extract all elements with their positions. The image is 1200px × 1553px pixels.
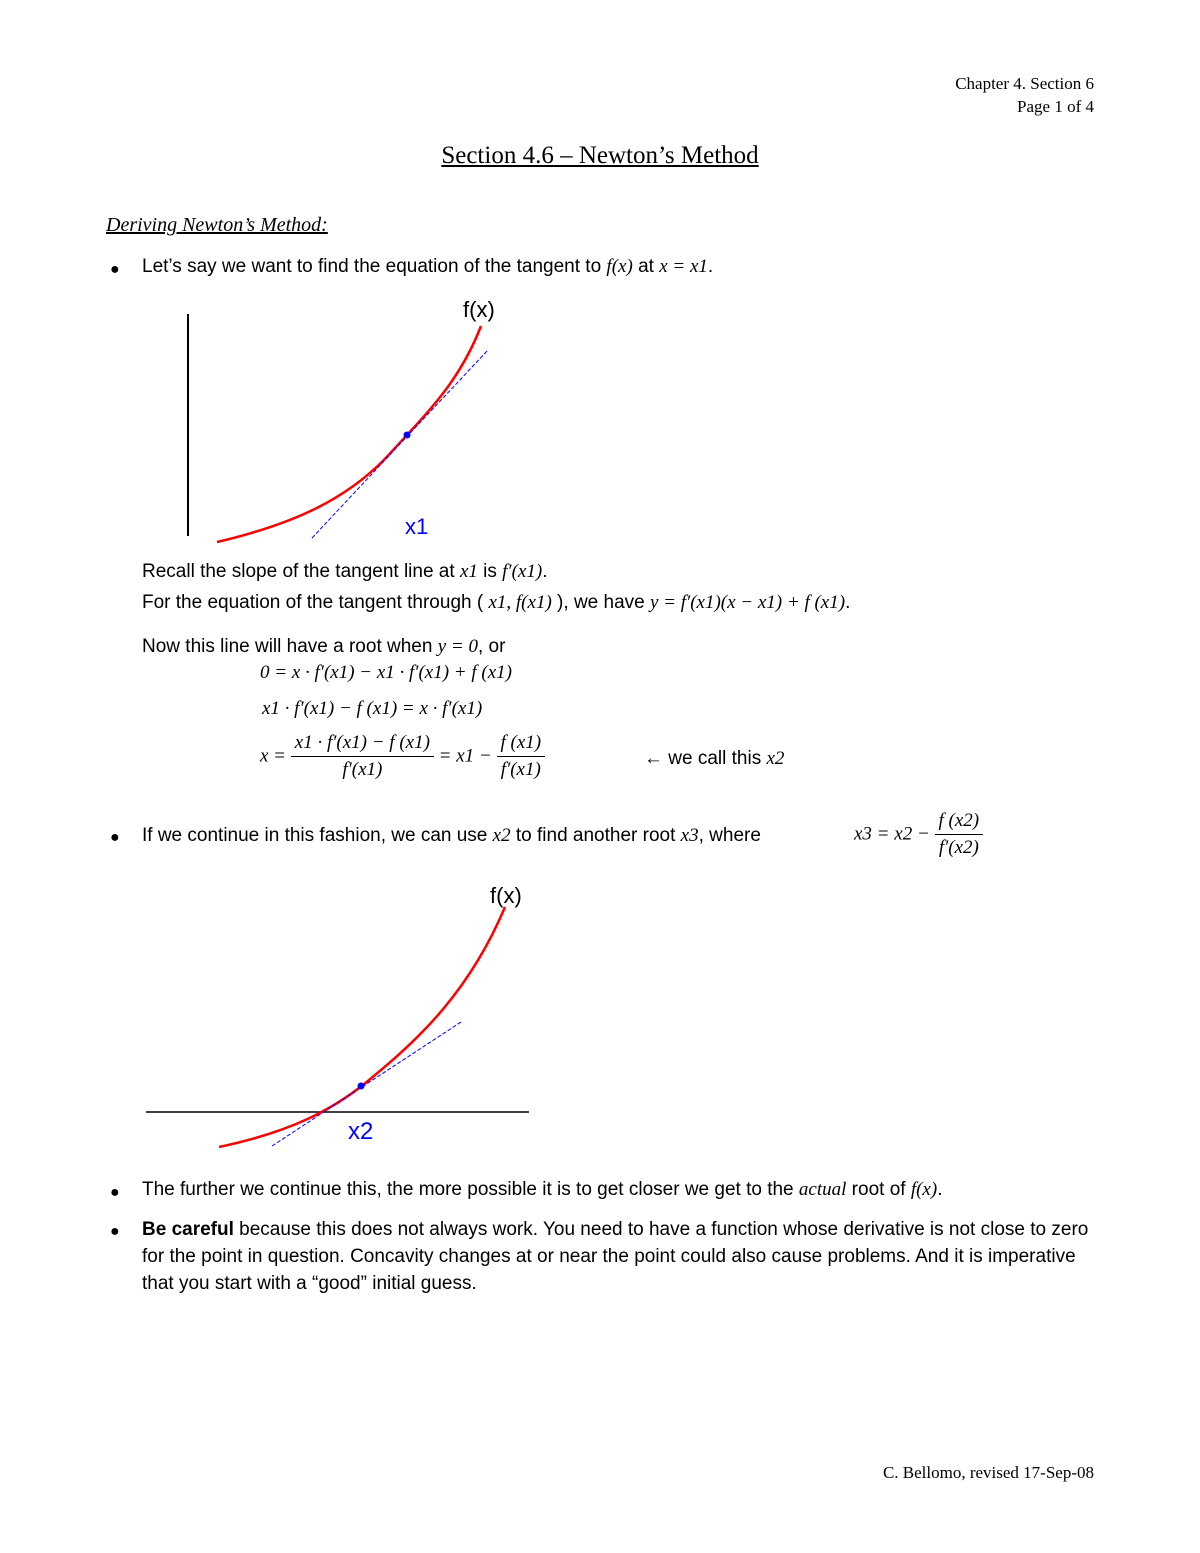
page-title: Section 4.6 – Newton’s Method xyxy=(441,142,759,169)
derivation-line1: 0 = x · f′(x1) − x1 · f′(x1) + f (x1) xyxy=(260,662,512,683)
bullet4-text: Be careful because this does not always work. You need to have a function whose derivative is not close to zero for the point in question. Concavity changes at or near the point could also cause problems. And it is imperative that you start with a “good” initial guess. xyxy=(142,1219,1089,1294)
section-subheading: Deriving Newton’s Method: xyxy=(106,214,328,236)
derivation-fraction2: $\frac{f (x1)}{f'(x1)}$ xyxy=(497,732,546,781)
page-number-label: Page 1 of 4 xyxy=(1017,97,1094,116)
derivation-line2: x1 · f′(x1) − f (x1) = x · f′(x1) xyxy=(262,698,483,719)
bullet-marker: ● xyxy=(110,1223,120,1240)
figure1-graph xyxy=(0,0,1200,560)
tangent-equation-text: For the equation of the tangent through ( x1, f(x1) ), we have y = f′(x1)(x − x1) + f (x1). xyxy=(142,592,851,613)
figure1-x1-label: x1 xyxy=(405,514,429,539)
x3-formula: x3 = x2 − $\frac{f (x2)}{f'(x2)}$ xyxy=(854,810,983,859)
recall-slope-text: Recall the slope of the tangent line at x1 is f′(x1). xyxy=(142,561,548,582)
derivation-line3: x = $\frac{x1 \cdot f'(x1) - f (x1)}{f'(x1)}$ = x1 − $\frac{f (x1)}{f'(x1)}$ xyxy=(260,732,545,781)
footer-author-revision: C. Bellomo, revised 17-Sep-08 xyxy=(882,1463,1094,1482)
figure1-curve xyxy=(217,326,481,542)
figure2-graph xyxy=(0,870,1200,1160)
figure2-x2-label: x2 xyxy=(348,1118,374,1145)
bullet-marker: ● xyxy=(110,1184,120,1201)
derivation-fraction1: $\frac{x1 \cdot f'(x1) - f (x1)}{f'(x1)}$ xyxy=(291,732,434,781)
figure1-tangent-point xyxy=(404,432,411,439)
bullet2-text: If we continue in this fashion, we can use x2 to find another root x3, where xyxy=(142,825,761,846)
bullet3-text: The further we continue this, the more possible it is to get closer we get to the actual root of f(x). xyxy=(142,1179,943,1200)
bullet-marker: ● xyxy=(110,829,120,846)
figure2-fx-label: f(x) xyxy=(490,883,522,908)
figure2-curve xyxy=(219,907,505,1147)
bullet1-text: Let’s say we want to find the equation of the tangent to f(x) at x = x1. xyxy=(142,256,714,277)
x3-fraction: $\frac{f (x2)}{f'(x2)}$ xyxy=(935,810,984,859)
bullet-marker: ● xyxy=(110,261,120,278)
chapter-section-label: Chapter 4. Section 6 xyxy=(955,74,1094,93)
figure2-tangent-point xyxy=(358,1083,365,1090)
root-condition-text: Now this line will have a root when y = 0, or xyxy=(142,636,506,657)
figure1-fx-label: f(x) xyxy=(463,297,495,322)
we-call-this-note: ← we call this x2 xyxy=(644,748,785,769)
figure1-tangent-line xyxy=(312,351,487,538)
